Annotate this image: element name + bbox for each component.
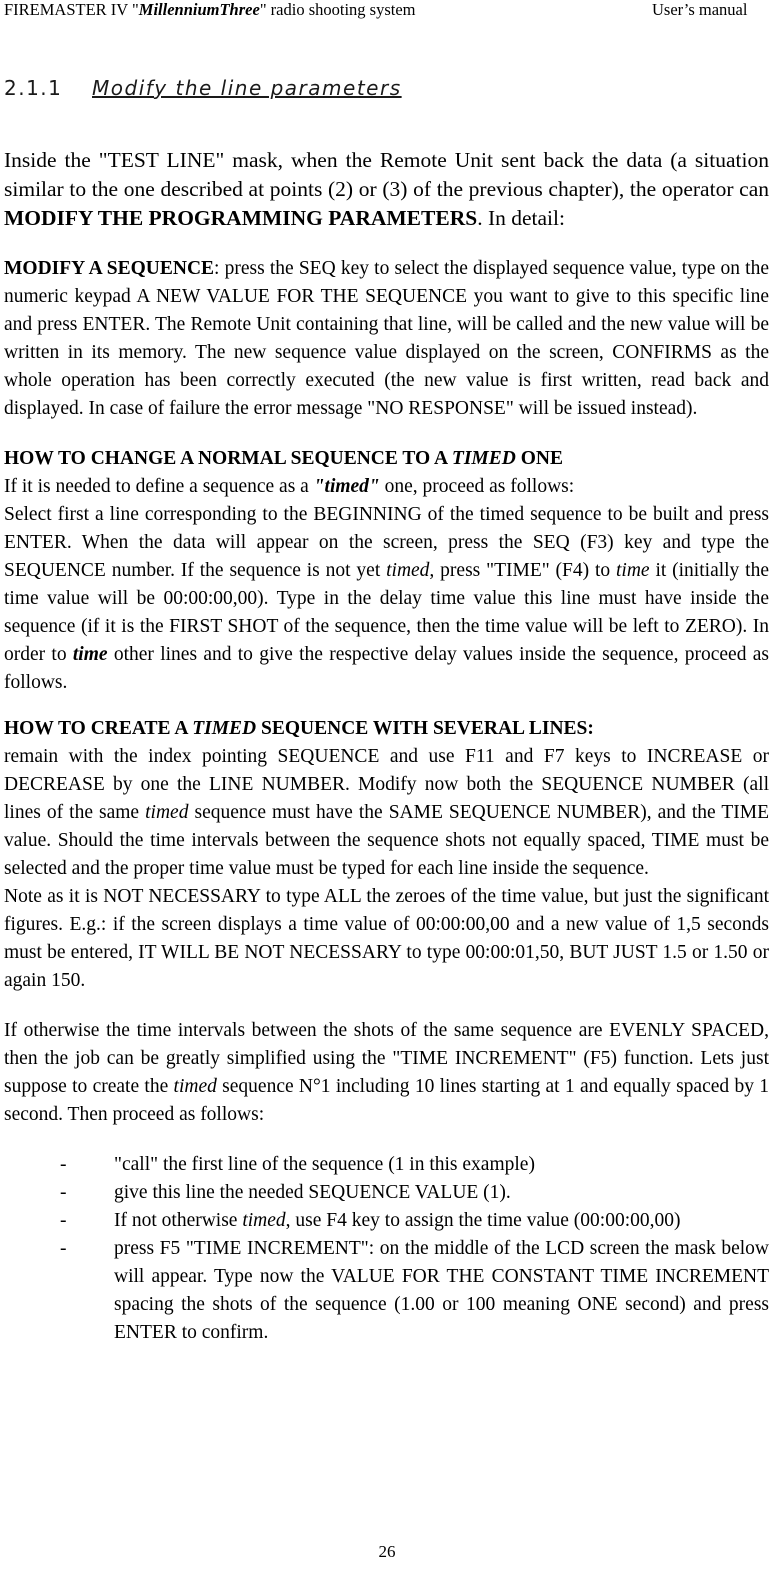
step-text-after: , use F4 key to assign the time value (00:00:00,00)	[285, 1210, 681, 1231]
several-para-timed: timed	[145, 802, 189, 823]
timed-para-time: time	[616, 560, 650, 581]
several-para-a: remain with the index pointing SEQUENCE and use F11 and F7 keys to INCREASE or DECREASE by one the LINE NUMBER. Modify now both the SEQUENCE NUMBER (all lines of the same	[4, 746, 769, 823]
evenly-para-a: If otherwise the time intervals between the shots of the same sequence are EVENLY SPACED, then the job can be greatly simplified using the "TIME INCREMENT" (F5) function. Lets just suppose to create the	[4, 1020, 769, 1097]
note-paragraph: Note as it is NOT NECESSARY to type ALL the zeroes of the time value, but just the significant figures. E.g.: if the screen displays a time value of 00:00:00,00 and a new value of 1,5 seconds must be entered, IT WILL BE NOT NECESSARY to type 00:00:01,50, BUT JUST 1.5 or 1.50 or again 150.	[4, 886, 769, 991]
evenly-spaced-paragraph	[4, 1017, 769, 1129]
several-heading-before: HOW TO CREATE A	[4, 718, 193, 739]
intro-emphasis: MODIFY THE PROGRAMMING PARAMETERS	[4, 206, 478, 230]
timed-line1-emphasis: "timed"	[313, 476, 380, 497]
timed-heading-italic: TIMED	[451, 448, 516, 469]
intro-text-after: . In detail:	[477, 206, 565, 230]
step-text-before: If not otherwise	[114, 1210, 243, 1231]
several-lines-heading	[4, 715, 769, 743]
several-lines-paragraph	[4, 743, 769, 883]
intro-text-before: Inside the "TEST LINE" mask, when the Remote Unit sent back the data (a situation similar to the one described at points (2) or (3) of the previous chapter), the operator can	[4, 148, 769, 201]
list-item	[4, 1235, 769, 1347]
several-para-b: sequence must have the SAME SEQUENCE NUMBER), and the TIME value. Should the time intervals between the sequence shots not equally spaced, TIME must be selected and the proper time value must be typed for each line inside the sequence.	[4, 802, 769, 879]
list-item	[4, 1151, 769, 1179]
header-manual-label: User’s manual	[652, 0, 748, 19]
modify-sequence-paragraph	[4, 255, 769, 423]
timed-para-c: it (initially the time value will be 00:00:00,00). Type in the delay time value this line must have inside the sequence (if it is the FIRST SHOT of the sequence, then the time value will be left to ZERO). In order to	[4, 560, 769, 665]
page-header	[4, 0, 764, 24]
step-text: press F5 "TIME INCREMENT": on the middle of the LCD screen the mask below will appear. Type now the VALUE FOR THE CONSTANT TIME INCREMENT spacing the shots of the sequence (1.00 or 100 meaning ONE second) and press ENTER to confirm.	[114, 1238, 769, 1343]
timed-para-time-emphasis: time	[72, 644, 108, 665]
list-dash: -	[60, 1210, 67, 1231]
several-heading-after: SEQUENCE WITH SEVERAL LINES:	[256, 718, 594, 739]
page-content	[4, 146, 769, 1347]
timed-procedure-paragraph	[4, 501, 769, 697]
list-item	[4, 1207, 769, 1235]
list-dash: -	[60, 1238, 67, 1259]
evenly-para-b: sequence N°1 including 10 lines starting at 1 and equally spaced by 1 second. Then proceed as follows:	[4, 1076, 769, 1125]
timed-para-a: Select first a line corresponding to the BEGINNING of the timed sequence to be built and press ENTER. When the data will appear on the screen, press the SEQ (F3) key and type the SEQUENCE number. If the sequence is not yet	[4, 504, 769, 581]
section-number: 2.1.1	[4, 76, 63, 100]
steps-list	[4, 1151, 769, 1347]
section-title: Modify the line parameters	[92, 76, 402, 100]
list-dash: -	[60, 1154, 67, 1175]
intro-paragraph	[4, 146, 769, 233]
timed-para-b: press "TIME" (F4) to	[434, 560, 617, 581]
step-text: give this line the needed SEQUENCE VALUE (1).	[114, 1182, 511, 1203]
header-product-prefix: FIREMASTER IV "	[4, 0, 139, 19]
timed-heading-before: HOW TO CHANGE A NORMAL SEQUENCE TO A	[4, 448, 452, 469]
section-heading	[4, 76, 402, 100]
modify-sequence-text: : press the SEQ key to select the displayed sequence value, type on the numeric keypad A NEW VALUE FOR THE SEQUENCE you want to give to this specific line and press ENTER. The Remote Unit containing that line, will be called and the new value will be written in its memory. The new sequence value displayed on the screen, CONFIRMS as the whole operation has been correctly executed (the new value is first written, read back and displayed. In case of failure the error message "NO RESPONSE" will be issued instead).	[4, 258, 769, 419]
step-text: "call" the first line of the sequence (1 in this example)	[114, 1154, 535, 1175]
timed-line1-after: one, proceed as follows:	[379, 476, 575, 497]
several-heading-italic: TIMED	[192, 718, 257, 739]
timed-intro-line	[4, 473, 769, 501]
list-dash: -	[60, 1182, 67, 1203]
timed-para-d: other lines and to give the respective delay values inside the sequence, proceed as follows.	[4, 644, 769, 693]
header-product-suffix: " radio shooting system	[259, 0, 416, 19]
header-product	[4, 0, 416, 20]
page-number: 26	[378, 1542, 396, 1561]
step-text-italic: timed	[242, 1210, 286, 1231]
modify-sequence-lead: MODIFY A SEQUENCE	[4, 258, 215, 279]
list-item	[4, 1179, 769, 1207]
header-brand: MillenniumThree	[138, 0, 260, 19]
timed-line1-before: If it is needed to define a sequence as a	[4, 476, 314, 497]
timed-heading	[4, 445, 769, 473]
timed-para-timed: timed,	[386, 560, 435, 581]
timed-heading-after: ONE	[515, 448, 563, 469]
evenly-para-timed: timed	[173, 1076, 217, 1097]
